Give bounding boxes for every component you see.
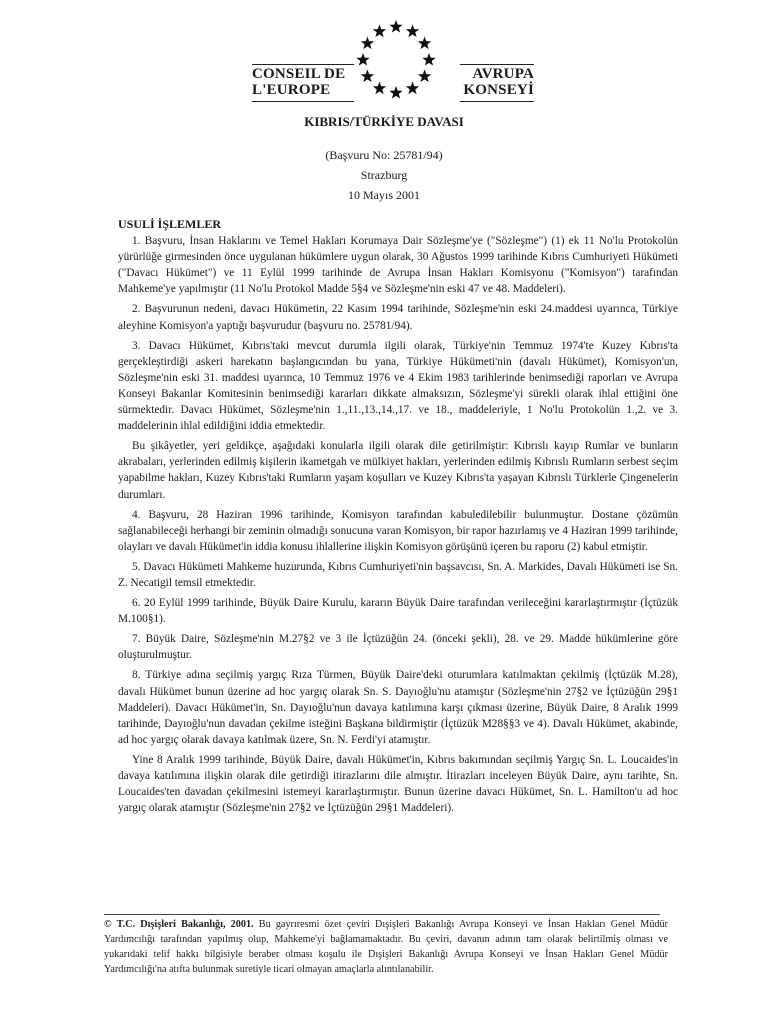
emblem-star-icon	[406, 24, 419, 37]
paragraph-6: 6. 20 Eylül 1999 tarihinde, Büyük Daire Kurulu, kararın Büyük Daire tarafından verileceğini kararlaştırmıştır (İçtüzük M.100§1).	[118, 597, 678, 626]
letterhead-left	[252, 64, 354, 98]
copyright-label: © T.C. Dışişleri Bakanlığı, 2001.	[104, 919, 254, 930]
procedure-section	[118, 216, 678, 820]
footer-divider	[104, 914, 660, 915]
emblem-star-icon	[361, 70, 374, 83]
paragraph-8: 8. Türkiye adına seçilmiş yargıç Rıza Türmen, Büyük Daire'deki oturumlara katılmaktan çekilmiş (İçtüzük M.28), davalı Hükümet bunun üzerine ad hoc yargıç olarak Sn. S. Dayıoğlu'nu atamıştır (Sözleşme'nin 27§2 ve İçtüzüğün 29§1 Maddeleri). Davacı Hükümet'in, Sn. Dayıoğlu'nun davaya katılımına karşı çıkması üzerine, Büyük Daire, 8 Aralık 1999 tarihinde, Dayıoğlu'nun davadan çekilme isteğini Başkana bildirmiştir (İçtüzük M28§§3 ve 4). Davalı Hükümet, akabinde, ad hoc yargıç olarak davaya katılmak üzere, Sn. N. Ferdi'yi atamıştır.	[118, 669, 678, 746]
paragraph-5: 5. Davacı Hükümeti Mahkeme huzurunda, Kıbrıs Cumhuriyeti'nin başsavcısı, Sn. A. Markides, Davalı Hükümeti ise Sn. Z. Necatigil temsil etmektedir.	[118, 560, 678, 589]
letterhead-right-line1: AVRUPA	[472, 66, 534, 82]
case-title: KIBRIS/TÜRKİYE DAVASI	[304, 114, 464, 129]
emblem-star-icon	[418, 70, 431, 83]
city: Strazburg	[360, 168, 408, 182]
paragraph-3-continued: Bu şikâyetler, yeri geldikçe, aşağıdaki konularla ilgili olarak dile getirilmiştir: Kıbrıslı kayıp Rumlar ve bunların akrabaları, yerlerinden edilmiş kişilerin ikametgah ve mülkiyet hakları, yerlerinden edilmiş Kıbrıslı Rumların serbest seçim yapabilme hakları, Kuzey Kıbrıs'taki Rumların yaşam koşulları ve Kuzey Kıbrıs'ta yaşayan Kıbrıslı Türklerle Çingenelerin durumları.	[118, 440, 678, 501]
paragraph-2: 2. Başvurunun nedeni, davacı Hükümetin, 22 Kasım 1994 tarihinde, Sözleşme'nin eski 24.maddesi uyarınca, Türkiye aleyhine Komisyon'a yaptığı başvurudur (başvuru no. 25781/94).	[118, 303, 678, 332]
emblem-star-icon	[373, 24, 386, 37]
paragraph-7: 7. Büyük Daire, Sözleşme'nin M.27§2 ve 3 ile İçtüzüğün 24. (önceki şekli), 28. ve 29. Madde hükümlerine göre oluşturulmuştur.	[118, 633, 678, 662]
emblem-star-icon	[373, 82, 386, 95]
letterhead	[0, 0, 768, 110]
paragraph-8-continued: Yine 8 Aralık 1999 tarihinde, Büyük Daire, davalı Hükümet'in, Kıbrıs bakımından seçilmiş Yargıç Sn. L. Loucaides'in davaya katılımına ilişkin olarak dile getirdiği itirazlarını dile almıştır. İtirazları inceleyen Büyük Daire, aynı tarihte, Sn. Loucaides'ten davadan çekilmesini istemeyi kararlaştırmıştır. Bunun üzerine davacı Hükümet, Sn. L. Hamilton'u ad hoc yargıç olarak atamıştır (Sözleşme'nin 27§2 ve İçtüzüğün 29§1 Maddeleri).	[118, 753, 678, 815]
paragraph-4: 4. Başvuru, 28 Haziran 1996 tarihinde, Komisyon tarafından kabuledilebilir bulunmuştur. Dostane çözümün sağlanabileceği herhangi bir zeminin olmadığı sonucuna varan Komisyon, bir rapor hazırlamış ve 4 Haziran 1999 tarihinde, olayları ve davalı Hükümet'in iddia konusu ihlallerine ilişkin Komisyon görüşünü içeren bu raporu (2) kabul etmiştir.	[118, 508, 678, 553]
emblem-star-icon	[356, 53, 369, 66]
emblem-star-icon	[418, 37, 431, 50]
letterhead-left-line2: L'EUROPE	[252, 82, 331, 98]
paragraph-3: 3. Davacı Hükümet, Kıbrıs'taki mevcut durumla ilgili olarak, Türkiye'nin Temmuz 1974'te Kuzey Kıbrıs'ta gerçekleştirdiği askeri harekatın başlangıcından bu yana, Türkiye Hükümeti'nin (davalı Hükümet), Komisyon'un, Sözleşme'nin eski 31. maddesi uyarınca, 10 Temmuz 1976 ve 4 Ekim 1983 tarihlerinde benimsediği raporları ve Avrupa Konseyi Bakanlar Komitesinin benimsediği kararları dikkate almaksızın, Sözleşme'yi sürekli olarak ihlal ettiğini öne sürmektedir. Davacı Hükümet, Sözleşme'nin 1.,11.,13.,14.,17. ve 18., maddeleriyle, 1 No'lu Protokolün 1.,2. ve 3. maddelerinin ihlal edildiğini iddia etmektedir.	[118, 339, 678, 433]
application-number: (Başvuru No: 25781/94)	[325, 148, 443, 162]
letterhead-right	[460, 64, 534, 98]
emblem-star-icon	[389, 86, 402, 99]
emblem-star-icon	[361, 37, 374, 50]
letterhead-left-line1: CONSEIL DE	[252, 66, 346, 82]
paragraph-1: 1. Başvuru, İnsan Haklarını ve Temel Hakları Korumaya Dair Sözleşme'ye ("Sözleşme") (1) ek 11 No'lu Protokolün yürürlüğe girmesinden önce uygulanan hükümlere uygun olarak, 30 Ağustos 1999 tarihinde Kıbrıs Cumhuriyeti Hükümeti ("Davacı Hükümet") ve 11 Eylül 1999 tarihinde de Avrupa İnsan Hakları Komisyonu ("Komisyon") tarafından Mahkeme'ye yapılmıştır (11 No'lu Protokol Madde 5§4 ve Sözleşme'nin eski 47 ve 48. Maddeleri).	[118, 235, 678, 296]
letterhead-right-line2: KONSEYİ	[463, 82, 534, 98]
copyright-text: Bu gayrıresmi özet çeviri Dışişleri Bakanlığı Avrupa Konseyi ve İnsan Hakları Genel Müdür Yardımcılığı tarafından yapılmış olup, Mahkeme'yi bağlamamaktadır. Bu çeviri, davanın adının tam olarak belirtilmiş olması ve yukarıdaki telif hakkı bilgisiyle beraber olması koşulu ile Dışişleri Bakanlığı Avrupa Konseyi ve İnsan Hakları Genel Müdür Yardımcılığı'na atıfta bulunmak suretiyle ticari olmayan amaçlarla alıntılanabilir.	[104, 919, 668, 976]
emblem-star-icon	[422, 53, 435, 66]
emblem-star-icon	[389, 20, 402, 33]
date: 10 Mayıs 2001	[348, 188, 420, 202]
section-heading: USULİ İŞLEMLER	[118, 217, 222, 231]
copyright-footer	[104, 917, 668, 977]
emblem-star-icon	[406, 82, 419, 95]
council-of-europe-emblem-icon	[0, 0, 768, 110]
